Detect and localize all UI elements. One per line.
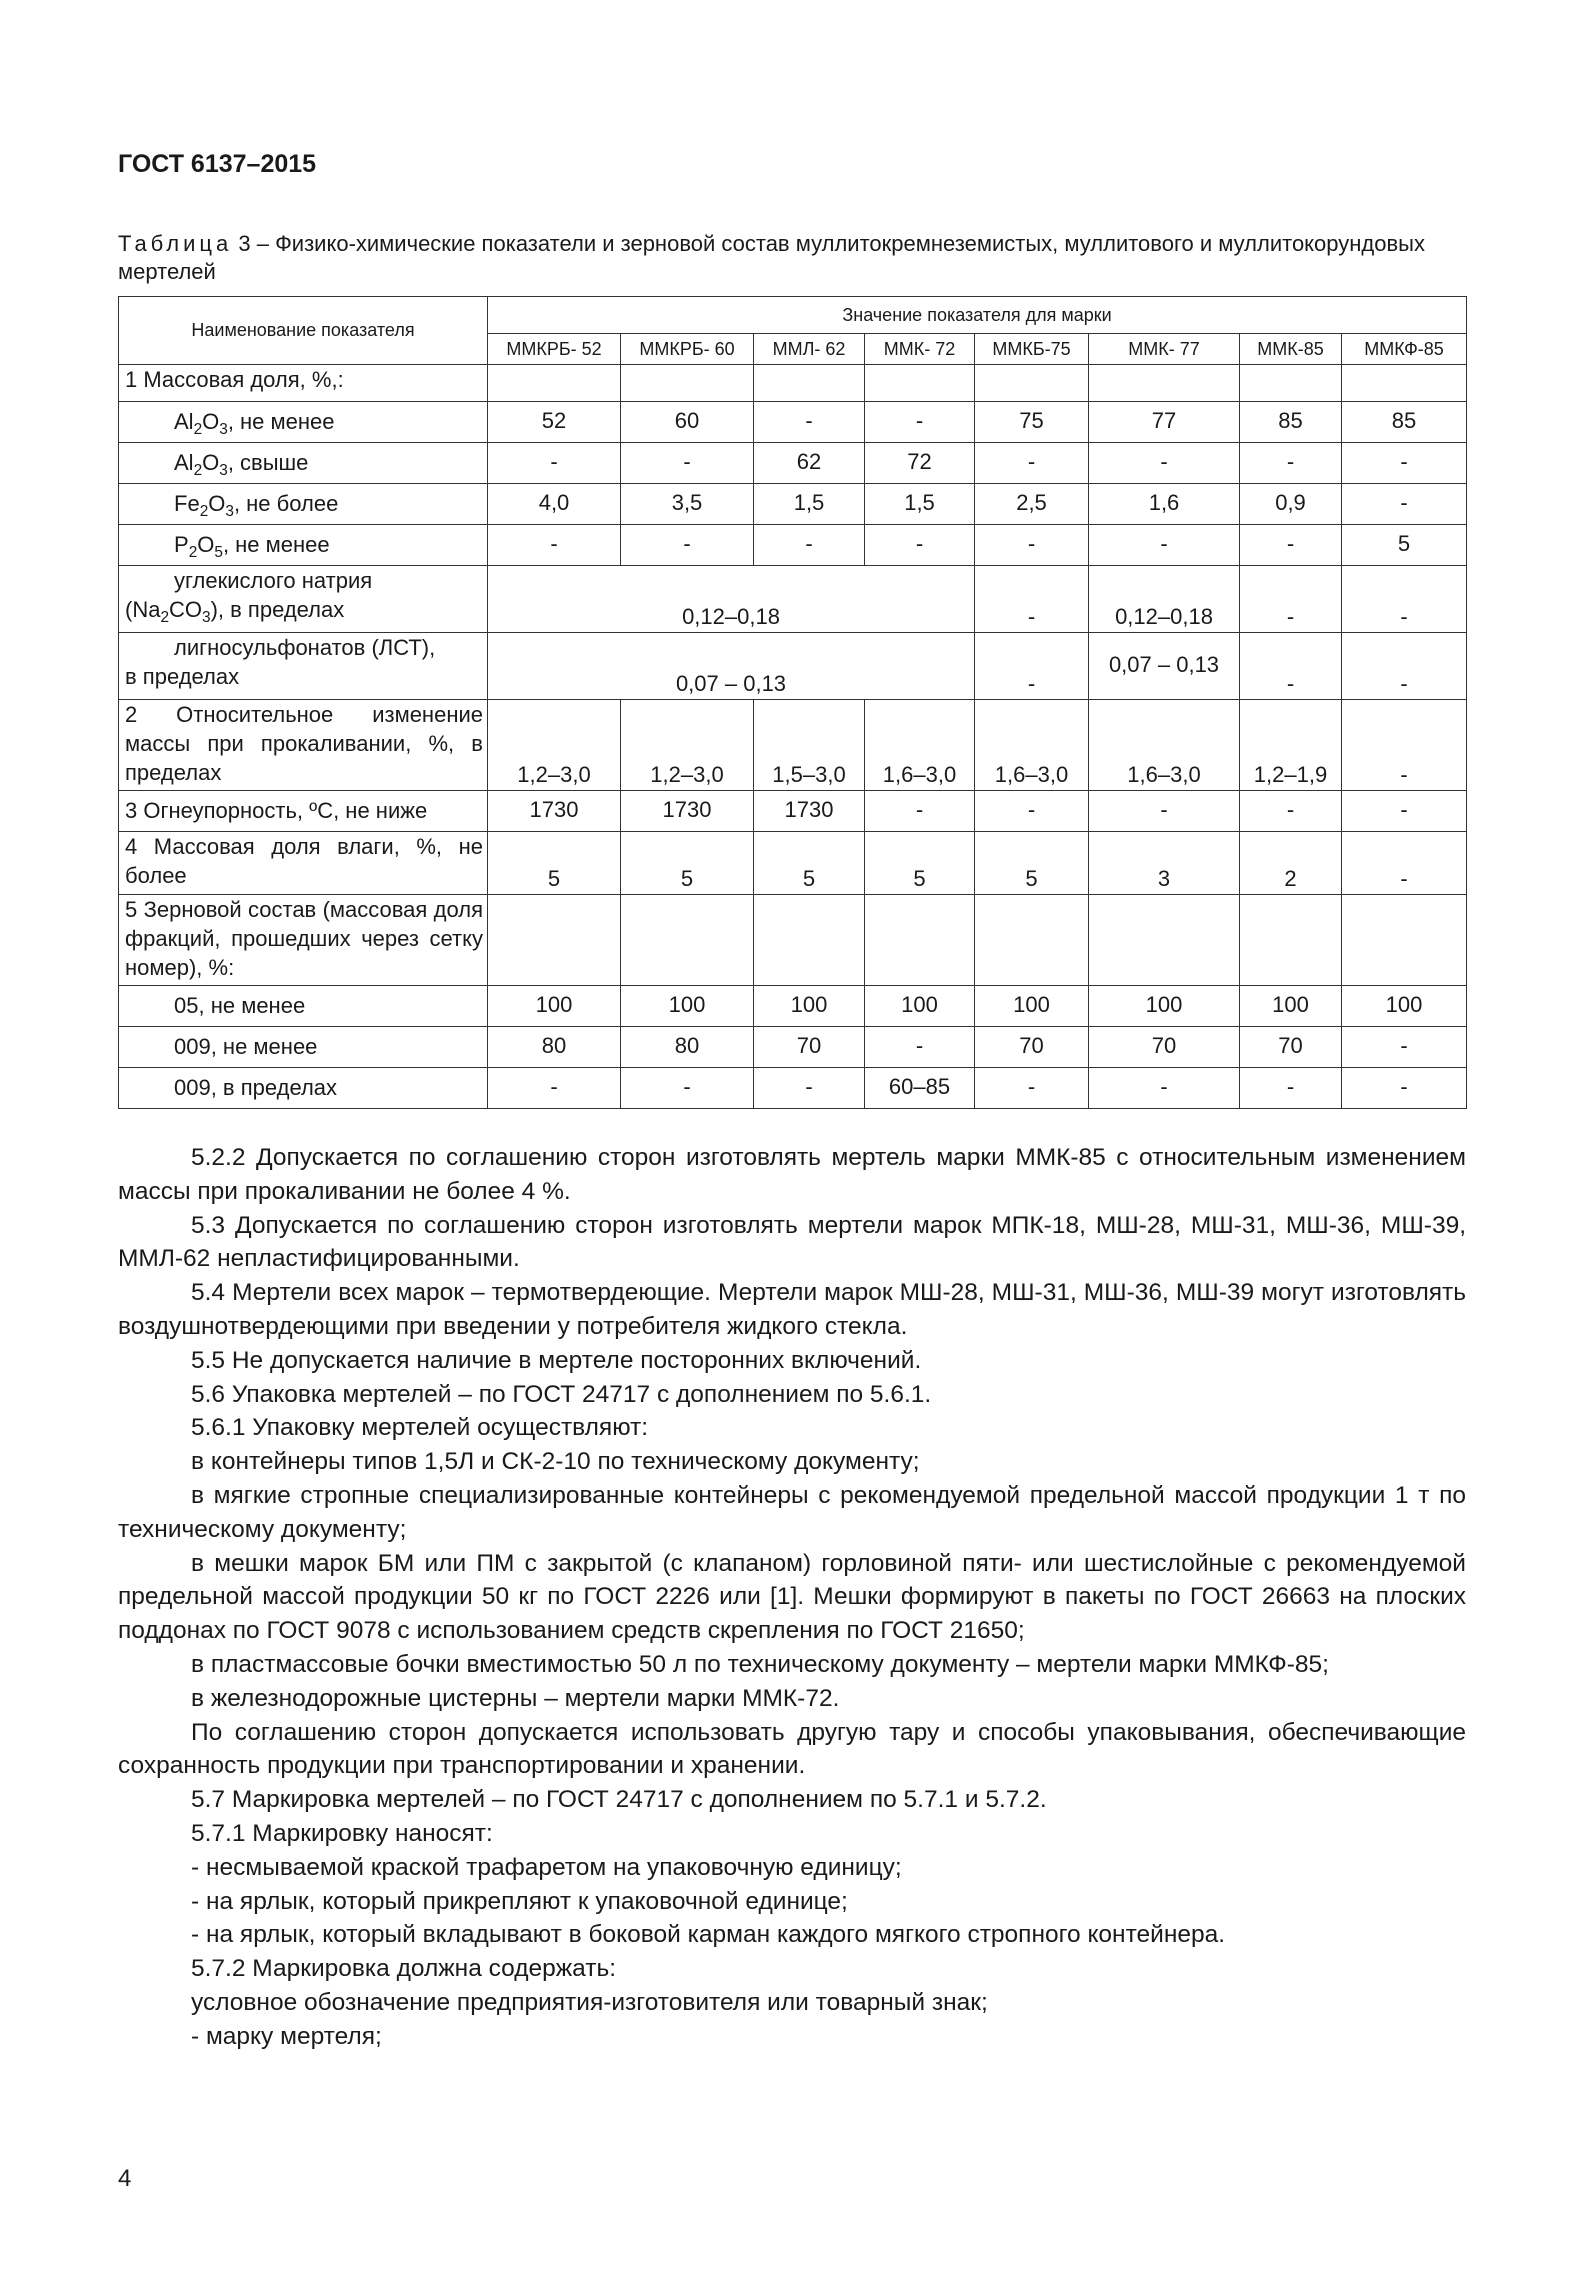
list-item: - марку мертеля; xyxy=(191,2022,382,2050)
row-name: 05, не менее xyxy=(119,986,488,1027)
cell-value: 1730 xyxy=(488,791,621,832)
cell-value: 80 xyxy=(621,1027,754,1068)
cell-value: - xyxy=(754,525,865,566)
cell-value: 0,12–0,18 xyxy=(1089,566,1240,633)
table-caption xyxy=(118,230,1463,286)
cell-value: 70 xyxy=(975,1027,1089,1068)
table-row xyxy=(119,791,1467,832)
cell-value: 1,2–1,9 xyxy=(1240,700,1342,791)
body-text xyxy=(118,1141,1466,2054)
table-caption-text: 3 – Физико-химические показатели и зерновой состав муллитокремнеземистых, муллитового и муллитокорундовых мертелей xyxy=(118,231,1425,284)
cell-value: 75 xyxy=(975,402,1089,443)
paragraph: 5.4 Мертели всех марок – термотвердеющие. Мертели марок МШ-28, МШ-31, МШ-36, МШ-39 могут изготовлять воздушнотвердеющими при введении у потребителя жидкого стекла. xyxy=(118,1279,1466,1340)
cell-value: - xyxy=(975,525,1089,566)
cell-value: 1,2–3,0 xyxy=(488,700,621,791)
cell-value: 5 xyxy=(488,832,621,895)
cell-value: 1,2–3,0 xyxy=(621,700,754,791)
table-row xyxy=(119,832,1467,895)
table-row xyxy=(119,525,1467,566)
row-name: 4 Массовая доля влаги, %, не более xyxy=(119,832,488,895)
mark-header: ММКФ-85 xyxy=(1342,334,1467,365)
cell-value: 100 xyxy=(488,986,621,1027)
list-item: - на ярлык, который прикрепляют к упаковочной единице; xyxy=(191,1887,848,1915)
header-indicator-value: Значение показателя для марки xyxy=(488,297,1467,334)
list-item: - на ярлык, который вкладывают в боковой карман каждого мягкого стропного контейнера. xyxy=(191,1921,1226,1949)
cell-value: 5 xyxy=(1342,525,1467,566)
paragraph: 5.2.2 Допускается по соглашению сторон изготовлять мертель марки ММК-85 с относительным изменением массы при прокаливании не более 4 %. xyxy=(118,1144,1466,1205)
cell-value: 85 xyxy=(1240,402,1342,443)
mark-header: ММКБ-75 xyxy=(975,334,1089,365)
paragraph: 5.7 Маркировка мертелей – по ГОСТ 24717 с дополнением по 5.7.1 и 5.7.2. xyxy=(191,1786,1047,1814)
cell-value: - xyxy=(621,1068,754,1109)
cell-value: - xyxy=(1240,791,1342,832)
cell-value: 80 xyxy=(488,1027,621,1068)
cell-value: - xyxy=(1240,566,1342,633)
table-row xyxy=(119,1027,1467,1068)
cell-value: 1,6–3,0 xyxy=(1089,700,1240,791)
row-name: 009, не менее xyxy=(119,1027,488,1068)
cell-value: 85 xyxy=(1342,402,1467,443)
cell-value: 100 xyxy=(1089,986,1240,1027)
cell-value: 1730 xyxy=(621,791,754,832)
row-name: 009, в пределах xyxy=(119,1068,488,1109)
paragraph: По соглашению сторон допускается использовать другую тару и способы упаковывания, обеспечивающие сохранность продукции при транспортировании и хранении. xyxy=(118,1718,1466,1780)
cell-value: - xyxy=(1342,566,1467,633)
cell-value: 5 xyxy=(754,832,865,895)
paragraph: 5.7.2 Маркировка должна содержать: xyxy=(191,1955,617,1983)
header-row xyxy=(119,297,1467,334)
cell-value: - xyxy=(621,443,754,484)
row-name: 3 Огнеупорность, ºС, не ниже xyxy=(119,791,488,832)
cell-value-span: 0,12–0,18 xyxy=(488,566,975,633)
cell-value: 70 xyxy=(1240,1027,1342,1068)
paragraph: 5.5 Не допускается наличие в мертеле посторонних включений. xyxy=(191,1346,922,1374)
cell-value: - xyxy=(975,566,1089,633)
list-item: условное обозначение предприятия-изготовителя или товарный знак; xyxy=(191,1988,988,2016)
paragraph: в железнодорожные цистерны – мертели марки ММК-72. xyxy=(191,1684,840,1712)
cell-value: - xyxy=(1089,791,1240,832)
cell-value: - xyxy=(1342,633,1467,700)
row-name: $Al_2O_3$, свыше xyxy=(119,443,488,484)
row-name: $Fe_2O_3$, не более xyxy=(119,484,488,525)
table-row xyxy=(119,443,1467,484)
cell-value: 5 xyxy=(865,832,975,895)
row-name: $Al_2O_3$, не менее xyxy=(119,402,488,443)
cell-value: 100 xyxy=(621,986,754,1027)
cell-value: - xyxy=(1342,443,1467,484)
cell-value: 2,5 xyxy=(975,484,1089,525)
cell-value-span: 0,07 – 0,13 xyxy=(488,633,975,700)
cell-value: - xyxy=(975,443,1089,484)
cell-value: - xyxy=(488,443,621,484)
cell-value: 5 xyxy=(975,832,1089,895)
cell-value: 100 xyxy=(1342,986,1467,1027)
paragraph: в пластмассовые бочки вместимостью 50 л по техническому документу – мертели марки ММКФ-85; xyxy=(191,1650,1329,1678)
cell-value: - xyxy=(975,791,1089,832)
table-row xyxy=(119,700,1467,791)
header-indicator-name: Наименование показателя xyxy=(119,297,488,365)
cell-value: 5 xyxy=(621,832,754,895)
cell-value: - xyxy=(865,525,975,566)
row-name: лигносульфонатов (ЛСТ), в пределах xyxy=(119,633,488,700)
table-row xyxy=(119,1068,1467,1109)
cell-value: - xyxy=(1342,484,1467,525)
cell-value: - xyxy=(865,402,975,443)
mark-header: ММК- 77 xyxy=(1089,334,1240,365)
row-name: 5 Зерновой состав (массовая доля фракций, прошедших через сетку номер), %: xyxy=(119,895,488,986)
cell-value: - xyxy=(865,791,975,832)
table-row xyxy=(119,484,1467,525)
cell-value: 1730 xyxy=(754,791,865,832)
cell-value: - xyxy=(975,633,1089,700)
paragraph: в контейнеры типов 1,5Л и СК-2-10 по техническому документу; xyxy=(191,1448,920,1476)
cell-value: 1,6–3,0 xyxy=(975,700,1089,791)
cell-value: 1,5–3,0 xyxy=(754,700,865,791)
mark-header: ММК-85 xyxy=(1240,334,1342,365)
cell-value: - xyxy=(1342,700,1467,791)
cell-value: - xyxy=(754,402,865,443)
cell-value: 77 xyxy=(1089,402,1240,443)
table-row xyxy=(119,895,1467,986)
properties-table xyxy=(118,296,1467,1109)
cell-value: - xyxy=(1240,525,1342,566)
cell-value: - xyxy=(1240,443,1342,484)
cell-value: 1,6–3,0 xyxy=(865,700,975,791)
mark-header: ММК- 72 xyxy=(865,334,975,365)
paragraph: 5.6 Упаковка мертелей – по ГОСТ 24717 с дополнением по 5.6.1. xyxy=(191,1380,932,1408)
cell-value: - xyxy=(1342,832,1467,895)
row-name: 2 Относительное изменение массы при прокаливании, %, в пределах xyxy=(119,700,488,791)
row-name: 1 Массовая доля, %,: xyxy=(119,365,488,402)
cell-value: 0,07 – 0,13 xyxy=(1089,633,1240,700)
cell-value: 60 xyxy=(621,402,754,443)
cell-value: 72 xyxy=(865,443,975,484)
cell-value: 62 xyxy=(754,443,865,484)
mark-header: ММЛ- 62 xyxy=(754,334,865,365)
row-name: $P_2O_5$, не менее xyxy=(119,525,488,566)
table-caption-label: Таблица xyxy=(118,231,233,256)
cell-value: 100 xyxy=(754,986,865,1027)
table-row xyxy=(119,566,1467,633)
cell-value: - xyxy=(621,525,754,566)
paragraph: 5.3 Допускается по соглашению сторон изготовлять мертели марок МПК-18, МШ-28, МШ-31, МШ-36, МШ-39, ММЛ-62 непластифицированными. xyxy=(118,1211,1466,1273)
cell-value: - xyxy=(488,525,621,566)
page-number: 4 xyxy=(118,2165,132,2192)
table-row xyxy=(119,365,1467,402)
cell-value: - xyxy=(754,1068,865,1109)
cell-value: - xyxy=(1089,525,1240,566)
cell-value: 70 xyxy=(1089,1027,1240,1068)
cell-value: - xyxy=(865,1027,975,1068)
cell-value: 1,5 xyxy=(754,484,865,525)
paragraph: в мягкие стропные специализированные контейнеры с рекомендуемой предельной массой продукции 1 т по техническому документу; xyxy=(118,1481,1466,1543)
cell-value: - xyxy=(1342,1068,1467,1109)
cell-value: 0,9 xyxy=(1240,484,1342,525)
mark-header: ММКРБ- 60 xyxy=(621,334,754,365)
cell-value: 2 xyxy=(1240,832,1342,895)
paragraph: в мешки марок БМ или ПМ с закрытой (с клапаном) горловиной пяти- или шестислойные с рекомендуемой предельной массой продукции 50 кг по ГОСТ 2226 или [1]. Мешки формируют в пакеты по ГОСТ 26663 на плоских поддонах по ГОСТ 9078 с использованием средств скрепления по ГОСТ 21650; xyxy=(118,1549,1466,1645)
cell-value: - xyxy=(1342,791,1467,832)
list-item: - несмываемой краской трафаретом на упаковочную единицу; xyxy=(191,1853,902,1881)
cell-value: - xyxy=(1240,1068,1342,1109)
row-name: углекислого натрия $(Na_2CO_3)$, в пределах xyxy=(119,566,488,633)
cell-value: 52 xyxy=(488,402,621,443)
table-row xyxy=(119,633,1467,700)
mark-header: ММКРБ- 52 xyxy=(488,334,621,365)
cell-value: - xyxy=(975,1068,1089,1109)
table-row xyxy=(119,986,1467,1027)
cell-value: - xyxy=(1089,1068,1240,1109)
cell-value: 100 xyxy=(975,986,1089,1027)
cell-value: 70 xyxy=(754,1027,865,1068)
cell-value: 3 xyxy=(1089,832,1240,895)
cell-value: - xyxy=(1342,1027,1467,1068)
cell-value: 60–85 xyxy=(865,1068,975,1109)
paragraph: 5.7.1 Маркировку наносят: xyxy=(191,1819,493,1847)
cell-value: 100 xyxy=(865,986,975,1027)
cell-value: 100 xyxy=(1240,986,1342,1027)
cell-value: - xyxy=(1240,633,1342,700)
cell-value: 3,5 xyxy=(621,484,754,525)
cell-value: - xyxy=(1089,443,1240,484)
cell-value: 4,0 xyxy=(488,484,621,525)
standard-designation: ГОСТ 6137–2015 xyxy=(118,150,317,178)
paragraph: 5.6.1 Упаковку мертелей осуществляют: xyxy=(191,1414,649,1442)
cell-value: 1,6 xyxy=(1089,484,1240,525)
cell-value: - xyxy=(488,1068,621,1109)
cell-value: 1,5 xyxy=(865,484,975,525)
table-row xyxy=(119,402,1467,443)
